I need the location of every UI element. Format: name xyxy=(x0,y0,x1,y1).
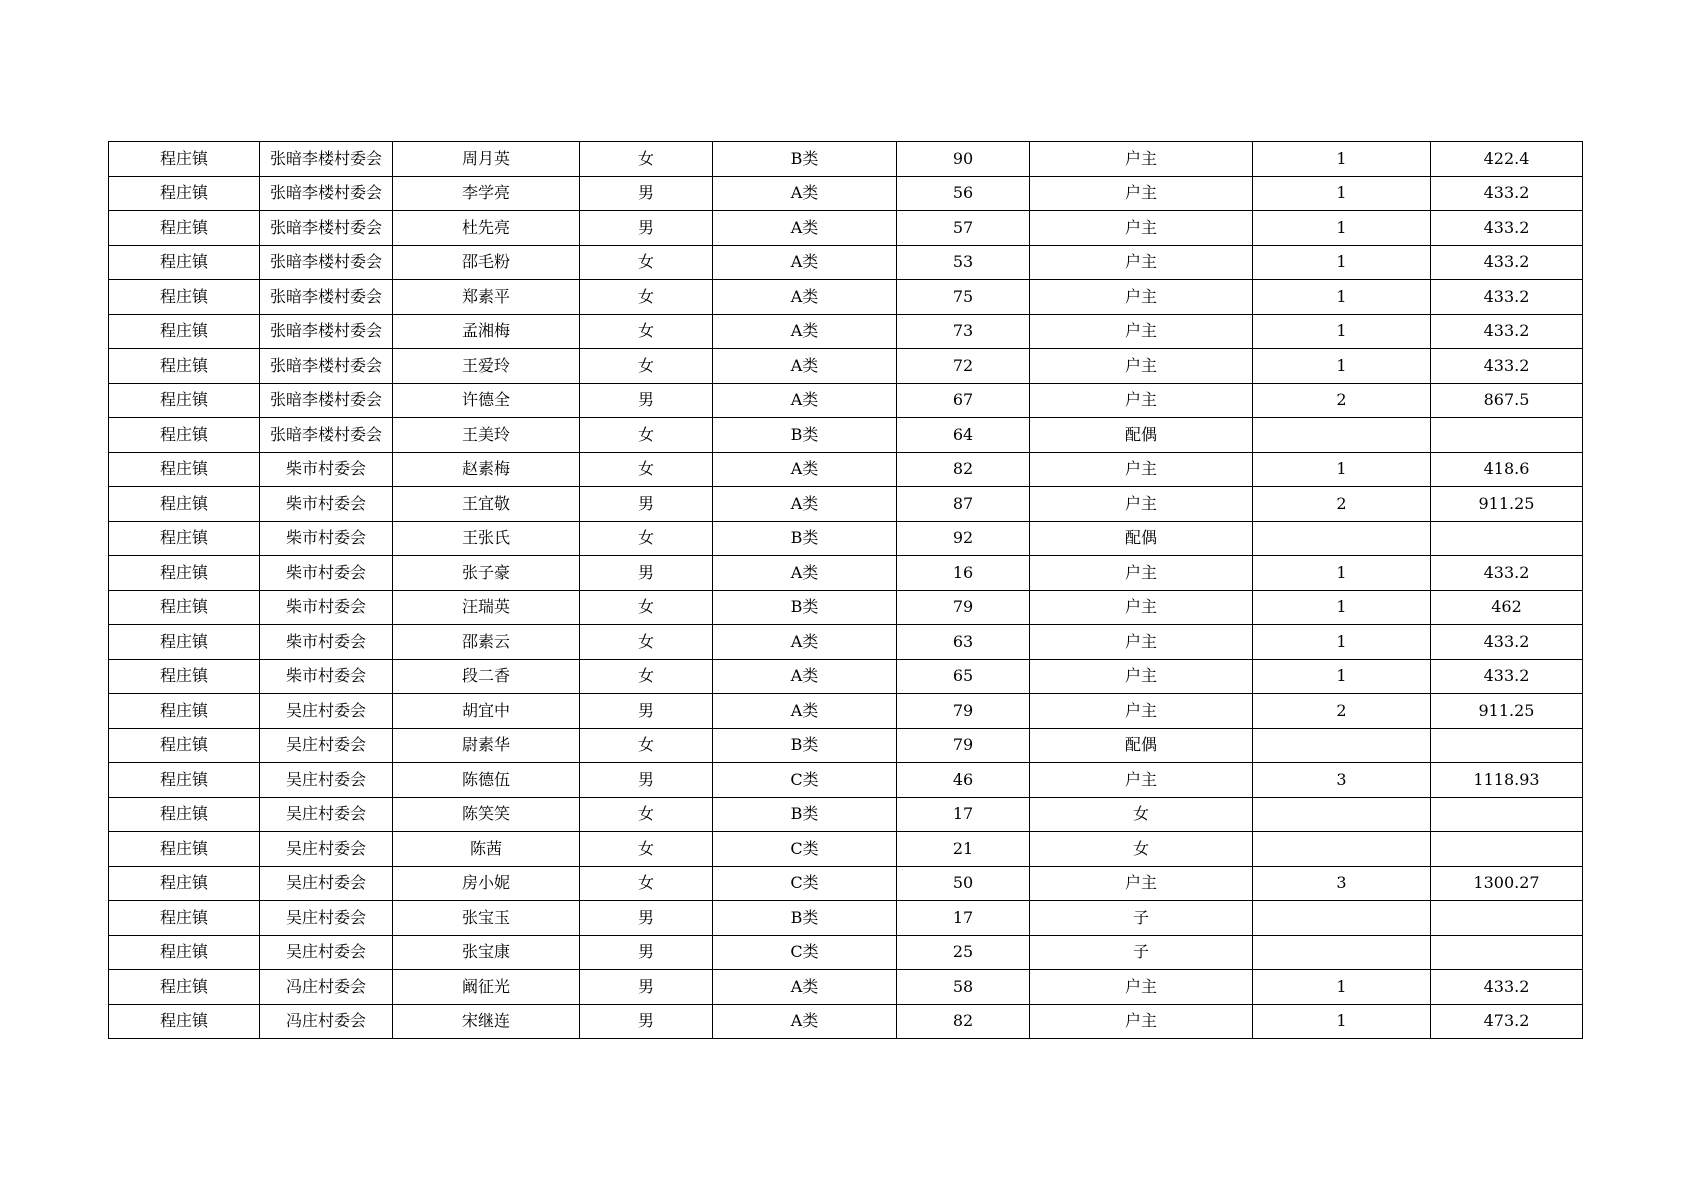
name-cell: 邵素云 xyxy=(393,625,580,660)
village-cell: 柴市村委会 xyxy=(260,625,393,660)
household-size-cell: 2 xyxy=(1253,487,1431,522)
age-cell: 75 xyxy=(897,280,1030,315)
relation-cell: 户主 xyxy=(1030,970,1253,1005)
village-cell: 柴市村委会 xyxy=(260,452,393,487)
town-cell: 程庄镇 xyxy=(109,866,260,901)
household-size-cell: 3 xyxy=(1253,866,1431,901)
category-cell: A类 xyxy=(713,452,897,487)
village-cell: 吴庄村委会 xyxy=(260,728,393,763)
category-cell: A类 xyxy=(713,280,897,315)
category-cell: B类 xyxy=(713,142,897,177)
table-row xyxy=(109,211,1583,246)
relation-cell: 户主 xyxy=(1030,556,1253,591)
age-cell: 90 xyxy=(897,142,1030,177)
name-cell: 王美玲 xyxy=(393,418,580,453)
gender-cell: 女 xyxy=(580,314,713,349)
name-cell: 王张氏 xyxy=(393,521,580,556)
household-size-cell: 1 xyxy=(1253,349,1431,384)
town-cell: 程庄镇 xyxy=(109,659,260,694)
category-cell: A类 xyxy=(713,970,897,1005)
gender-cell: 女 xyxy=(580,832,713,867)
household-size-cell xyxy=(1253,728,1431,763)
category-cell: C类 xyxy=(713,763,897,798)
table-row xyxy=(109,452,1583,487)
name-cell: 邵毛粉 xyxy=(393,245,580,280)
age-cell: 92 xyxy=(897,521,1030,556)
category-cell: A类 xyxy=(713,211,897,246)
amount-cell: 433.2 xyxy=(1431,659,1583,694)
household-size-cell: 1 xyxy=(1253,625,1431,660)
relation-cell: 户主 xyxy=(1030,314,1253,349)
town-cell: 程庄镇 xyxy=(109,280,260,315)
household-size-cell: 2 xyxy=(1253,694,1431,729)
amount-cell: 433.2 xyxy=(1431,245,1583,280)
relation-cell: 户主 xyxy=(1030,176,1253,211)
name-cell: 赵素梅 xyxy=(393,452,580,487)
gender-cell: 女 xyxy=(580,418,713,453)
table-row xyxy=(109,521,1583,556)
name-cell: 汪瑞英 xyxy=(393,590,580,625)
village-cell: 张暗李楼村委会 xyxy=(260,349,393,384)
relation-cell: 女 xyxy=(1030,797,1253,832)
village-cell: 柴市村委会 xyxy=(260,556,393,591)
category-cell: B类 xyxy=(713,901,897,936)
relation-cell: 户主 xyxy=(1030,487,1253,522)
name-cell: 周月英 xyxy=(393,142,580,177)
relation-cell: 户主 xyxy=(1030,625,1253,660)
age-cell: 21 xyxy=(897,832,1030,867)
table-row xyxy=(109,694,1583,729)
town-cell: 程庄镇 xyxy=(109,728,260,763)
table-row xyxy=(109,901,1583,936)
village-cell: 张暗李楼村委会 xyxy=(260,418,393,453)
amount-cell xyxy=(1431,797,1583,832)
age-cell: 25 xyxy=(897,935,1030,970)
age-cell: 79 xyxy=(897,694,1030,729)
village-cell: 柴市村委会 xyxy=(260,521,393,556)
age-cell: 50 xyxy=(897,866,1030,901)
town-cell: 程庄镇 xyxy=(109,763,260,798)
table-row xyxy=(109,728,1583,763)
age-cell: 79 xyxy=(897,590,1030,625)
age-cell: 72 xyxy=(897,349,1030,384)
amount-cell xyxy=(1431,418,1583,453)
relation-cell: 户主 xyxy=(1030,245,1253,280)
name-cell: 宋继连 xyxy=(393,1004,580,1039)
gender-cell: 男 xyxy=(580,487,713,522)
household-size-cell: 1 xyxy=(1253,245,1431,280)
household-size-cell: 1 xyxy=(1253,590,1431,625)
category-cell: A类 xyxy=(713,383,897,418)
category-cell: B类 xyxy=(713,728,897,763)
amount-cell: 867.5 xyxy=(1431,383,1583,418)
name-cell: 王爱玲 xyxy=(393,349,580,384)
relation-cell: 户主 xyxy=(1030,694,1253,729)
household-size-cell: 1 xyxy=(1253,176,1431,211)
relation-cell: 户主 xyxy=(1030,452,1253,487)
household-size-cell: 1 xyxy=(1253,280,1431,315)
town-cell: 程庄镇 xyxy=(109,349,260,384)
category-cell: C类 xyxy=(713,935,897,970)
category-cell: A类 xyxy=(713,694,897,729)
gender-cell: 女 xyxy=(580,280,713,315)
amount-cell: 433.2 xyxy=(1431,176,1583,211)
household-size-cell: 1 xyxy=(1253,211,1431,246)
name-cell: 王宜敬 xyxy=(393,487,580,522)
relation-cell: 配偶 xyxy=(1030,728,1253,763)
table-row xyxy=(109,349,1583,384)
table-row xyxy=(109,245,1583,280)
household-size-cell xyxy=(1253,521,1431,556)
age-cell: 58 xyxy=(897,970,1030,1005)
category-cell: A类 xyxy=(713,487,897,522)
table-row xyxy=(109,383,1583,418)
household-size-cell: 1 xyxy=(1253,142,1431,177)
relation-cell: 户主 xyxy=(1030,590,1253,625)
gender-cell: 女 xyxy=(580,866,713,901)
village-cell: 冯庄村委会 xyxy=(260,1004,393,1039)
relation-cell: 子 xyxy=(1030,935,1253,970)
town-cell: 程庄镇 xyxy=(109,211,260,246)
amount-cell: 911.25 xyxy=(1431,694,1583,729)
gender-cell: 男 xyxy=(580,970,713,1005)
category-cell: A类 xyxy=(713,349,897,384)
village-cell: 张暗李楼村委会 xyxy=(260,176,393,211)
amount-cell: 433.2 xyxy=(1431,314,1583,349)
name-cell: 胡宜中 xyxy=(393,694,580,729)
household-size-cell: 1 xyxy=(1253,970,1431,1005)
gender-cell: 男 xyxy=(580,763,713,798)
amount-cell: 911.25 xyxy=(1431,487,1583,522)
category-cell: C类 xyxy=(713,832,897,867)
town-cell: 程庄镇 xyxy=(109,314,260,349)
gender-cell: 女 xyxy=(580,521,713,556)
village-cell: 吴庄村委会 xyxy=(260,901,393,936)
town-cell: 程庄镇 xyxy=(109,590,260,625)
village-cell: 张暗李楼村委会 xyxy=(260,314,393,349)
village-cell: 柴市村委会 xyxy=(260,590,393,625)
household-size-cell: 1 xyxy=(1253,1004,1431,1039)
table-row xyxy=(109,866,1583,901)
table-row xyxy=(109,556,1583,591)
table-row xyxy=(109,797,1583,832)
village-cell: 张暗李楼村委会 xyxy=(260,280,393,315)
gender-cell: 女 xyxy=(580,245,713,280)
village-cell: 吴庄村委会 xyxy=(260,866,393,901)
category-cell: A类 xyxy=(713,1004,897,1039)
village-cell: 吴庄村委会 xyxy=(260,797,393,832)
gender-cell: 男 xyxy=(580,211,713,246)
village-cell: 张暗李楼村委会 xyxy=(260,383,393,418)
table-body xyxy=(109,142,1583,1039)
data-table xyxy=(108,141,1583,1039)
age-cell: 16 xyxy=(897,556,1030,591)
village-cell: 张暗李楼村委会 xyxy=(260,211,393,246)
gender-cell: 女 xyxy=(580,728,713,763)
gender-cell: 男 xyxy=(580,176,713,211)
age-cell: 79 xyxy=(897,728,1030,763)
relation-cell: 配偶 xyxy=(1030,521,1253,556)
name-cell: 孟湘梅 xyxy=(393,314,580,349)
gender-cell: 女 xyxy=(580,659,713,694)
table-row xyxy=(109,176,1583,211)
name-cell: 房小妮 xyxy=(393,866,580,901)
age-cell: 17 xyxy=(897,901,1030,936)
age-cell: 65 xyxy=(897,659,1030,694)
village-cell: 吴庄村委会 xyxy=(260,694,393,729)
gender-cell: 女 xyxy=(580,142,713,177)
table-row xyxy=(109,832,1583,867)
town-cell: 程庄镇 xyxy=(109,625,260,660)
relation-cell: 户主 xyxy=(1030,383,1253,418)
table-row xyxy=(109,314,1583,349)
name-cell: 张宝玉 xyxy=(393,901,580,936)
name-cell: 张宝康 xyxy=(393,935,580,970)
amount-cell: 462 xyxy=(1431,590,1583,625)
name-cell: 张子豪 xyxy=(393,556,580,591)
table-row xyxy=(109,418,1583,453)
amount-cell xyxy=(1431,832,1583,867)
category-cell: A类 xyxy=(713,176,897,211)
village-cell: 冯庄村委会 xyxy=(260,970,393,1005)
village-cell: 张暗李楼村委会 xyxy=(260,142,393,177)
village-cell: 吴庄村委会 xyxy=(260,935,393,970)
gender-cell: 男 xyxy=(580,901,713,936)
amount-cell: 433.2 xyxy=(1431,556,1583,591)
table-row xyxy=(109,659,1583,694)
household-size-cell xyxy=(1253,832,1431,867)
town-cell: 程庄镇 xyxy=(109,935,260,970)
village-cell: 吴庄村委会 xyxy=(260,763,393,798)
category-cell: A类 xyxy=(713,556,897,591)
age-cell: 64 xyxy=(897,418,1030,453)
household-size-cell: 1 xyxy=(1253,556,1431,591)
gender-cell: 男 xyxy=(580,694,713,729)
relation-cell: 女 xyxy=(1030,832,1253,867)
household-size-cell xyxy=(1253,901,1431,936)
table-row xyxy=(109,935,1583,970)
town-cell: 程庄镇 xyxy=(109,901,260,936)
household-size-cell xyxy=(1253,935,1431,970)
village-cell: 张暗李楼村委会 xyxy=(260,245,393,280)
amount-cell: 422.4 xyxy=(1431,142,1583,177)
amount-cell xyxy=(1431,901,1583,936)
town-cell: 程庄镇 xyxy=(109,797,260,832)
relation-cell: 户主 xyxy=(1030,280,1253,315)
relation-cell: 户主 xyxy=(1030,211,1253,246)
town-cell: 程庄镇 xyxy=(109,487,260,522)
age-cell: 87 xyxy=(897,487,1030,522)
household-size-cell: 1 xyxy=(1253,659,1431,694)
relation-cell: 户主 xyxy=(1030,659,1253,694)
household-size-cell xyxy=(1253,418,1431,453)
relation-cell: 户主 xyxy=(1030,349,1253,384)
village-cell: 柴市村委会 xyxy=(260,659,393,694)
age-cell: 73 xyxy=(897,314,1030,349)
gender-cell: 女 xyxy=(580,797,713,832)
town-cell: 程庄镇 xyxy=(109,521,260,556)
table-row xyxy=(109,1004,1583,1039)
age-cell: 53 xyxy=(897,245,1030,280)
relation-cell: 户主 xyxy=(1030,142,1253,177)
age-cell: 57 xyxy=(897,211,1030,246)
name-cell: 尉素华 xyxy=(393,728,580,763)
category-cell: B类 xyxy=(713,590,897,625)
category-cell: B类 xyxy=(713,418,897,453)
gender-cell: 男 xyxy=(580,935,713,970)
household-size-cell: 2 xyxy=(1253,383,1431,418)
name-cell: 许德全 xyxy=(393,383,580,418)
town-cell: 程庄镇 xyxy=(109,245,260,280)
household-size-cell xyxy=(1253,797,1431,832)
amount-cell: 1118.93 xyxy=(1431,763,1583,798)
age-cell: 82 xyxy=(897,452,1030,487)
village-cell: 柴市村委会 xyxy=(260,487,393,522)
gender-cell: 女 xyxy=(580,452,713,487)
category-cell: C类 xyxy=(713,866,897,901)
amount-cell: 433.2 xyxy=(1431,349,1583,384)
category-cell: A类 xyxy=(713,314,897,349)
name-cell: 杜先亮 xyxy=(393,211,580,246)
table-row xyxy=(109,280,1583,315)
town-cell: 程庄镇 xyxy=(109,452,260,487)
age-cell: 67 xyxy=(897,383,1030,418)
household-size-cell: 3 xyxy=(1253,763,1431,798)
amount-cell: 433.2 xyxy=(1431,280,1583,315)
town-cell: 程庄镇 xyxy=(109,556,260,591)
relation-cell: 配偶 xyxy=(1030,418,1253,453)
gender-cell: 男 xyxy=(580,383,713,418)
town-cell: 程庄镇 xyxy=(109,142,260,177)
amount-cell xyxy=(1431,935,1583,970)
relation-cell: 子 xyxy=(1030,901,1253,936)
category-cell: A类 xyxy=(713,659,897,694)
gender-cell: 男 xyxy=(580,556,713,591)
town-cell: 程庄镇 xyxy=(109,418,260,453)
category-cell: A类 xyxy=(713,245,897,280)
name-cell: 李学亮 xyxy=(393,176,580,211)
gender-cell: 女 xyxy=(580,625,713,660)
town-cell: 程庄镇 xyxy=(109,1004,260,1039)
relation-cell: 户主 xyxy=(1030,1004,1253,1039)
name-cell: 阚征光 xyxy=(393,970,580,1005)
category-cell: A类 xyxy=(713,625,897,660)
amount-cell xyxy=(1431,521,1583,556)
amount-cell: 433.2 xyxy=(1431,211,1583,246)
table-row xyxy=(109,625,1583,660)
town-cell: 程庄镇 xyxy=(109,383,260,418)
amount-cell: 1300.27 xyxy=(1431,866,1583,901)
household-size-cell: 1 xyxy=(1253,314,1431,349)
age-cell: 82 xyxy=(897,1004,1030,1039)
relation-cell: 户主 xyxy=(1030,763,1253,798)
amount-cell: 418.6 xyxy=(1431,452,1583,487)
gender-cell: 女 xyxy=(580,590,713,625)
town-cell: 程庄镇 xyxy=(109,176,260,211)
amount-cell: 433.2 xyxy=(1431,970,1583,1005)
age-cell: 56 xyxy=(897,176,1030,211)
village-cell: 吴庄村委会 xyxy=(260,832,393,867)
table-row xyxy=(109,590,1583,625)
name-cell: 陈茜 xyxy=(393,832,580,867)
table-row xyxy=(109,142,1583,177)
name-cell: 郑素平 xyxy=(393,280,580,315)
category-cell: B类 xyxy=(713,521,897,556)
household-size-cell: 1 xyxy=(1253,452,1431,487)
table-row xyxy=(109,970,1583,1005)
table-row xyxy=(109,763,1583,798)
age-cell: 17 xyxy=(897,797,1030,832)
name-cell: 陈笑笑 xyxy=(393,797,580,832)
town-cell: 程庄镇 xyxy=(109,970,260,1005)
name-cell: 陈德伍 xyxy=(393,763,580,798)
gender-cell: 男 xyxy=(580,1004,713,1039)
amount-cell: 473.2 xyxy=(1431,1004,1583,1039)
relation-cell: 户主 xyxy=(1030,866,1253,901)
amount-cell: 433.2 xyxy=(1431,625,1583,660)
age-cell: 63 xyxy=(897,625,1030,660)
name-cell: 段二香 xyxy=(393,659,580,694)
town-cell: 程庄镇 xyxy=(109,694,260,729)
age-cell: 46 xyxy=(897,763,1030,798)
table-row xyxy=(109,487,1583,522)
amount-cell xyxy=(1431,728,1583,763)
gender-cell: 女 xyxy=(580,349,713,384)
category-cell: B类 xyxy=(713,797,897,832)
town-cell: 程庄镇 xyxy=(109,832,260,867)
